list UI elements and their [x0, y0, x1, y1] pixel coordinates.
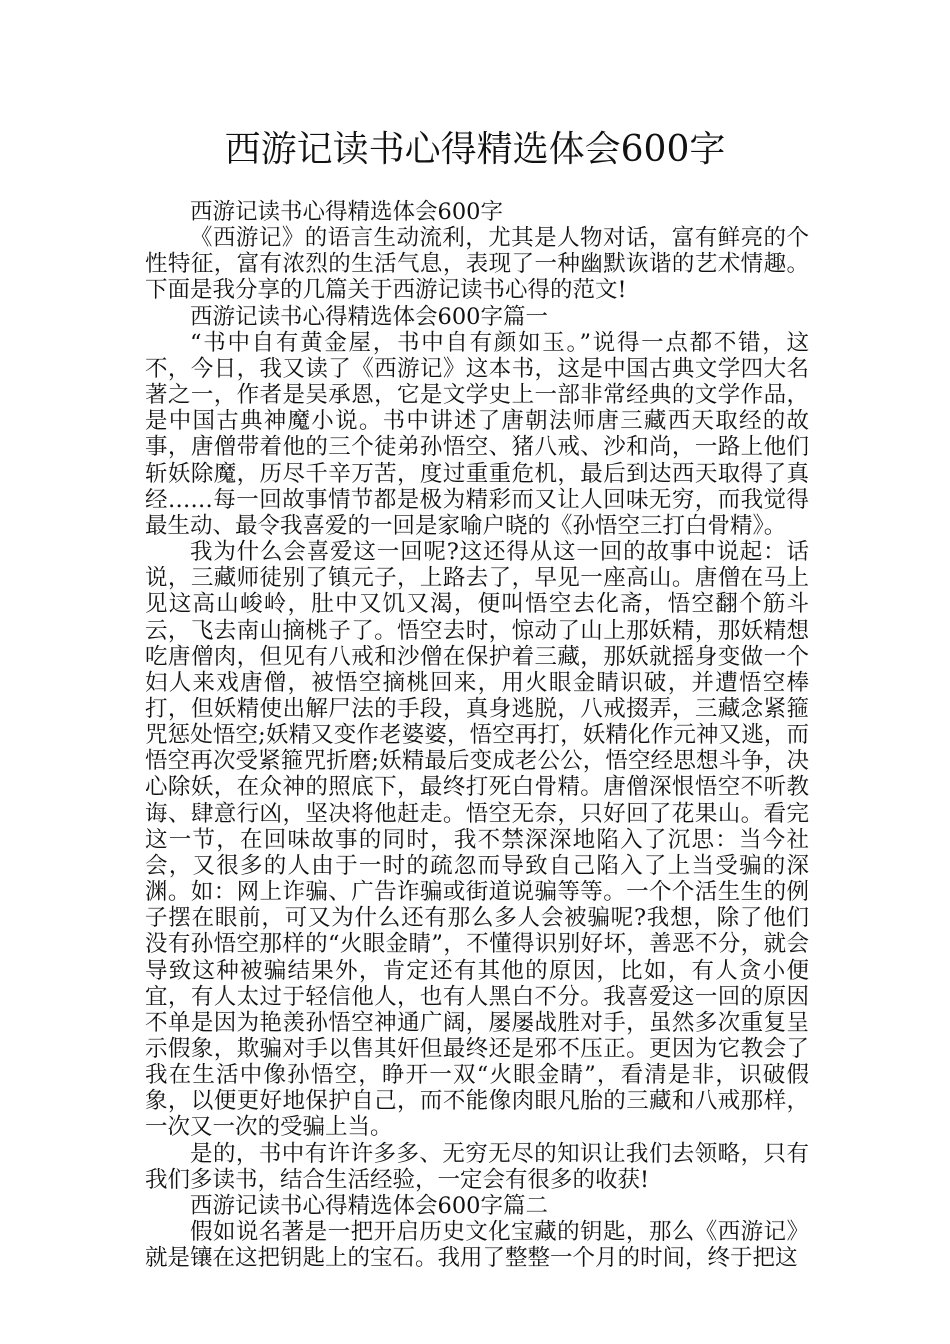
section-two-heading: 西游记读书心得精选体会600字篇二 — [190, 1192, 548, 1219]
intro-heading: 西游记读书心得精选体会600字 — [190, 199, 503, 225]
document-body — [145, 199, 809, 1271]
section-one-paragraph-1: “书中自有黄金屋，书中自有颜如玉。”说得一点都不错，这不，今日，我又读了《西游记》这本书，这是中国古典文学四大名著之一，作者是吴承恩，它是文学史上一部非常经典的文学作品，是中国古典神魔小说。书中讲述了唐朝法师唐三藏西天取经的故事，唐僧带着他的三个徒弟孙悟空、猪八戒、沙和尚，一路上他们斩妖除魔，历尽千辛万苦，度过重重危机，最后到达西天取得了真经……每一回故事情节都是极为精彩而又让人回味无穷，而我觉得最生动、最令我喜爱的一回是家喻户晓的《孙悟空三打白骨精》。 — [145, 329, 809, 539]
section-one-paragraph-2: 我为什么会喜爱这一回呢?这还得从这一回的故事中说起：话说，三藏师徒别了镇元子，上路去了，早见一座高山。唐僧在马上见这高山峻岭，肚中又饥又渴，便叫悟空去化斋，悟空翻个筋斗云，飞去南山摘桃子了。悟空去时，惊动了山上那妖精，那妖精想吃唐僧肉，但见有八戒和沙僧在保护着三藏，那妖就摇身变做一个妇人来戏唐僧，被悟空摘桃回来，用火眼金睛识破，并遭悟空棒打，但妖精使出解尸法的手段，真身逃脱，八戒掇弄，三藏念紧箍咒惩处悟空;妖精又变作老婆婆，悟空再打，妖精化作元神又逃，而悟空再次受紧箍咒折磨;妖精最后变成老公公，悟空经思想斗争，决心除妖，在众神的照底下，最终打死白骨精。唐僧深恨悟空不听教诲、肆意行凶，坚决将他赶走。悟空无奈，只好回了花果山。看完这一节，在回味故事的同时，我不禁深深地陷入了沉思：当今社会，又很多的人由于一时的疏忽而导致自己陷入了上当受骗的深渊。如：网上诈骗、广告诈骗或街道说骗等等。一个个活生生的例子摆在眼前，可又为什么还有那么多人会被骗呢?我想，除了他们没有孙悟空那样的“火眼金睛”，不懂得识别好坏，善恶不分，就会导致这种被骗结果外，肯定还有其他的原因，比如，有人贪小便宜，有人太过于轻信他人，也有人黑白不分。我喜爱这一回的原因不单是因为艳羡孙悟空神通广阔，屡屡战胜对手，虽然多次重复呈示假象，欺骗对手以售其奸但最终还是邪不压正。更因为它教会了我在生活中像孙悟空，睁开一双“火眼金睛”，看清是非，识破假象，以便更好地保护自己，而不能像肉眼凡胎的三藏和八戒那样，一次又一次的受骗上当。 — [145, 539, 809, 1141]
section-one-heading: 西游记读书心得精选体会600字篇一 — [190, 303, 548, 330]
document-title: 西游记读书心得精选体会600字 — [224, 129, 726, 170]
intro-paragraph: 《西游记》的语言生动流利，尤其是人物对话，富有鲜亮的个性特征，富有浓烈的生活气息，表现了一种幽默诙谐的艺术情趣。下面是我分享的几篇关于西游记读书心得的范文! — [145, 225, 809, 304]
section-one-paragraph-3: 是的，书中有许许多多、无穷无尽的知识让我们去领略，只有我们多读书，结合生活经验，一定会有很多的收获! — [145, 1140, 809, 1193]
section-two-paragraph-1: 假如说名著是一把开启历史文化宝藏的钥匙，那么《西游记》就是镶在这把钥匙上的宝石。我用了整整一个月的时间，终于把这 — [145, 1219, 809, 1272]
